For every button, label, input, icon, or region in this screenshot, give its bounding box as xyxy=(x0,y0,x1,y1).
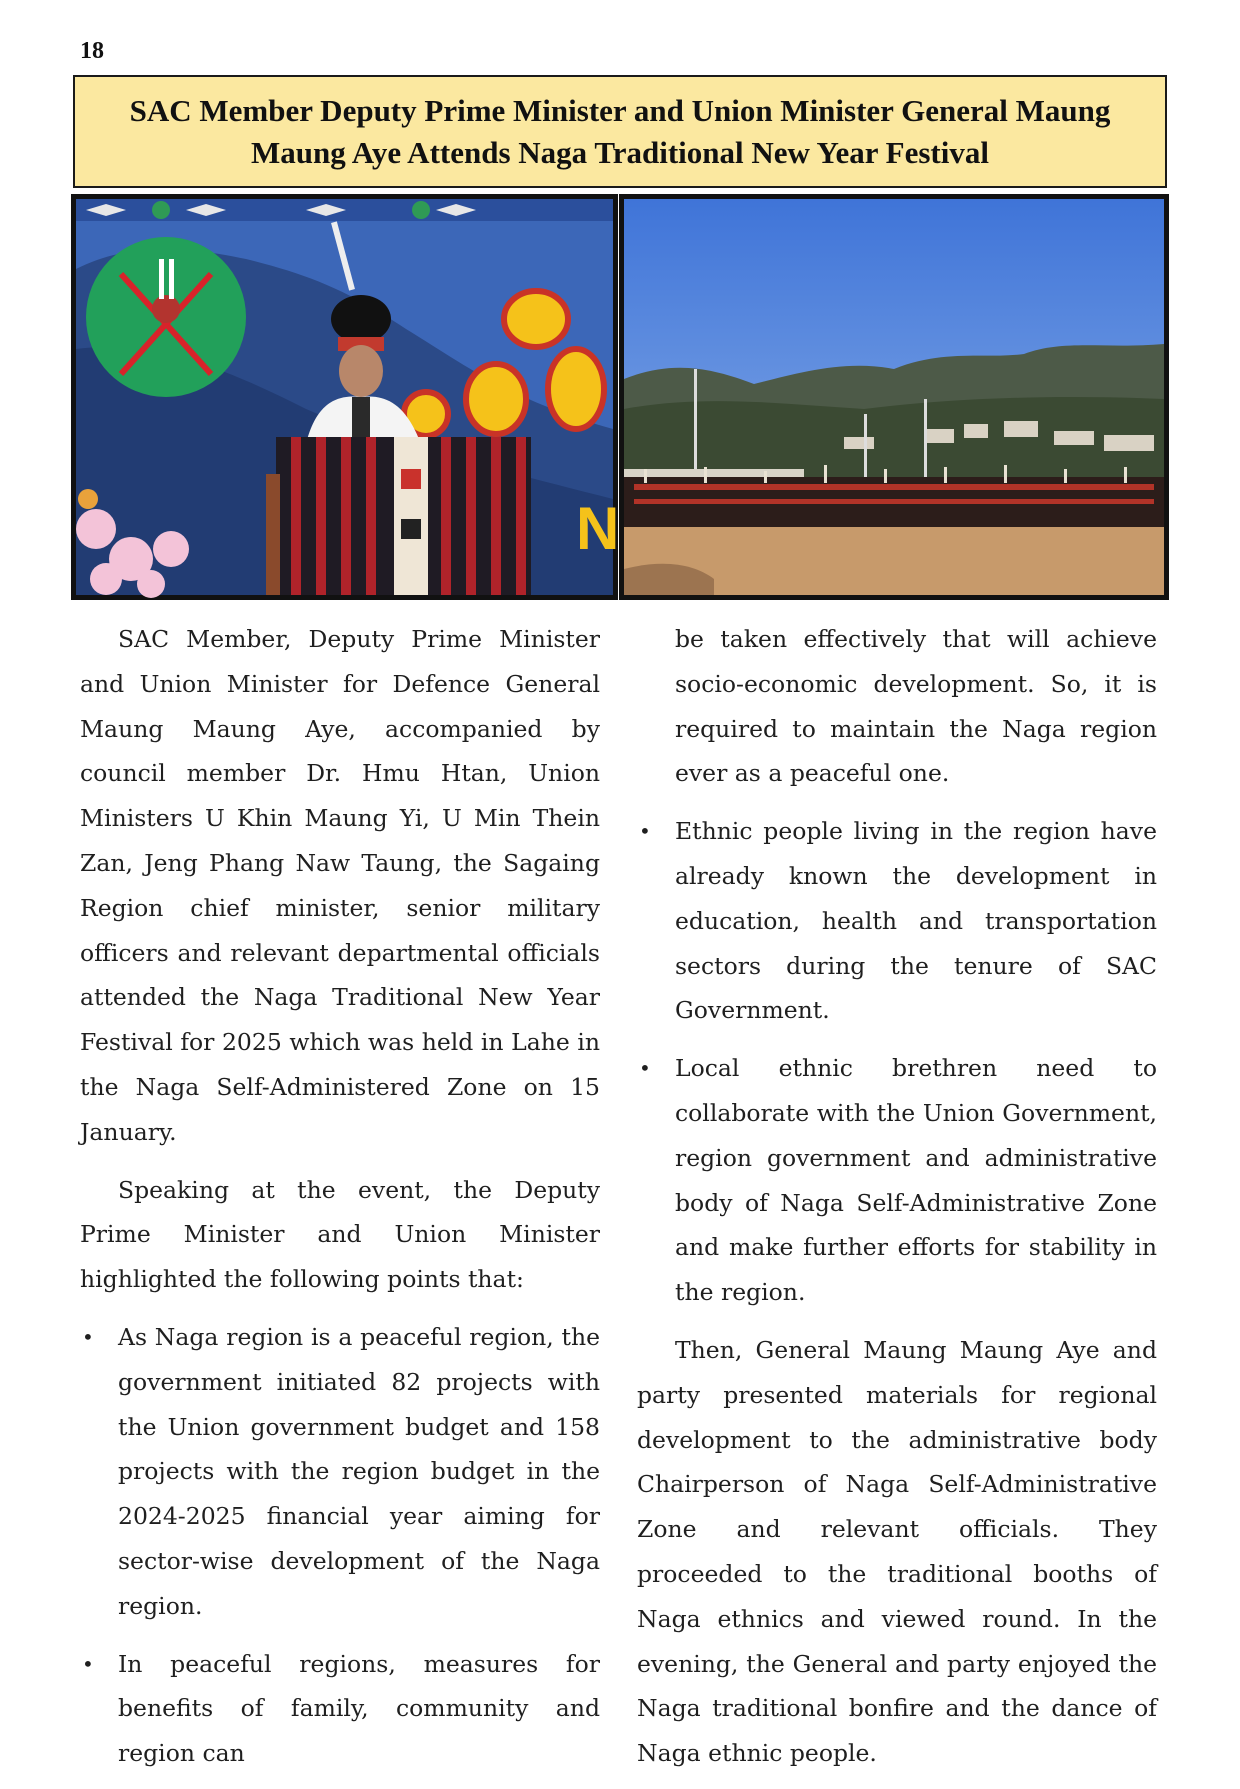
left-text-column xyxy=(80,617,600,1789)
bullet-text: Local ethnic brethren need to collaborate with the Union Government, region government and administrative body of Naga Self-Administrative Zone and make further efforts for stability in the region. xyxy=(675,1054,1157,1307)
paragraph-closing: Then, General Maung Maung Aye and party presented materials for regional development to the administrative body Chairperson of Naga Self-Administrative Zone and relevant officials. They proceeded to the traditional booths of Naga ethnics and viewed round. In the evening, the General and party enjoyed the Naga traditional bonfire and the dance of Naga ethnic people. xyxy=(637,1335,1157,1768)
bullet-text: In peaceful regions, measures for benefits of family, community and region can xyxy=(118,1649,600,1768)
bullet-list xyxy=(80,1315,600,1776)
list-item xyxy=(80,1315,600,1629)
paragraph-speech-intro: Speaking at the event, the Deputy Prime Minister and Union Minister highlighted the following points that: xyxy=(80,1175,600,1294)
list-item xyxy=(80,1642,600,1776)
list-item xyxy=(637,1046,1157,1315)
bullet-icon: • xyxy=(82,1324,94,1349)
bullet-text: Ethnic people living in the region have already known the development in education, health and transportation sectors during the tenure of SAC Government. xyxy=(675,817,1157,1025)
bullet-text: As Naga region is a peaceful region, the government initiated 82 projects with the Union government budget and 158 projects with the region budget in the 2024-2025 financial year aiming for sector-wise development of the Naga region. xyxy=(118,1322,600,1620)
headline-box xyxy=(73,75,1167,188)
bullet-list xyxy=(637,809,1157,1315)
paragraph-intro: SAC Member, Deputy Prime Minister and Union Minister for Defence General Maung Maung Aye, accompanied by council member Dr. Hmu Htan, Union Ministers U Khin Maung Yi, U Min Thein Zan, Jeng Phang Naw Taung, the Sagaing Region chief minister, senior military officers and relevant departmental officials attended the Naga Traditional New Year Festival for 2025 which was held in Lahe in the Naga Self-Administered Zone on 15 January. xyxy=(80,625,600,1146)
bullet-icon: • xyxy=(82,1651,94,1676)
festival-crowd-landscape-photo xyxy=(619,194,1169,600)
page-number: 18 xyxy=(80,38,104,64)
bullet-icon: • xyxy=(639,819,651,844)
bullet-continuation: be taken effectively that will achieve socio-economic development. So, it is required to maintain the Naga region ever as a peaceful one. xyxy=(675,625,1157,788)
speaker-at-podium-photo xyxy=(71,194,618,600)
svg-text:N: N xyxy=(576,495,620,562)
bullet-icon: • xyxy=(639,1056,651,1081)
headline: SAC Member Deputy Prime Minister and Union Minister General Maung Maung Aye Attends Naga Traditional New Year Festival xyxy=(129,92,1111,170)
right-text-column xyxy=(637,617,1157,1789)
list-item xyxy=(637,809,1157,1033)
